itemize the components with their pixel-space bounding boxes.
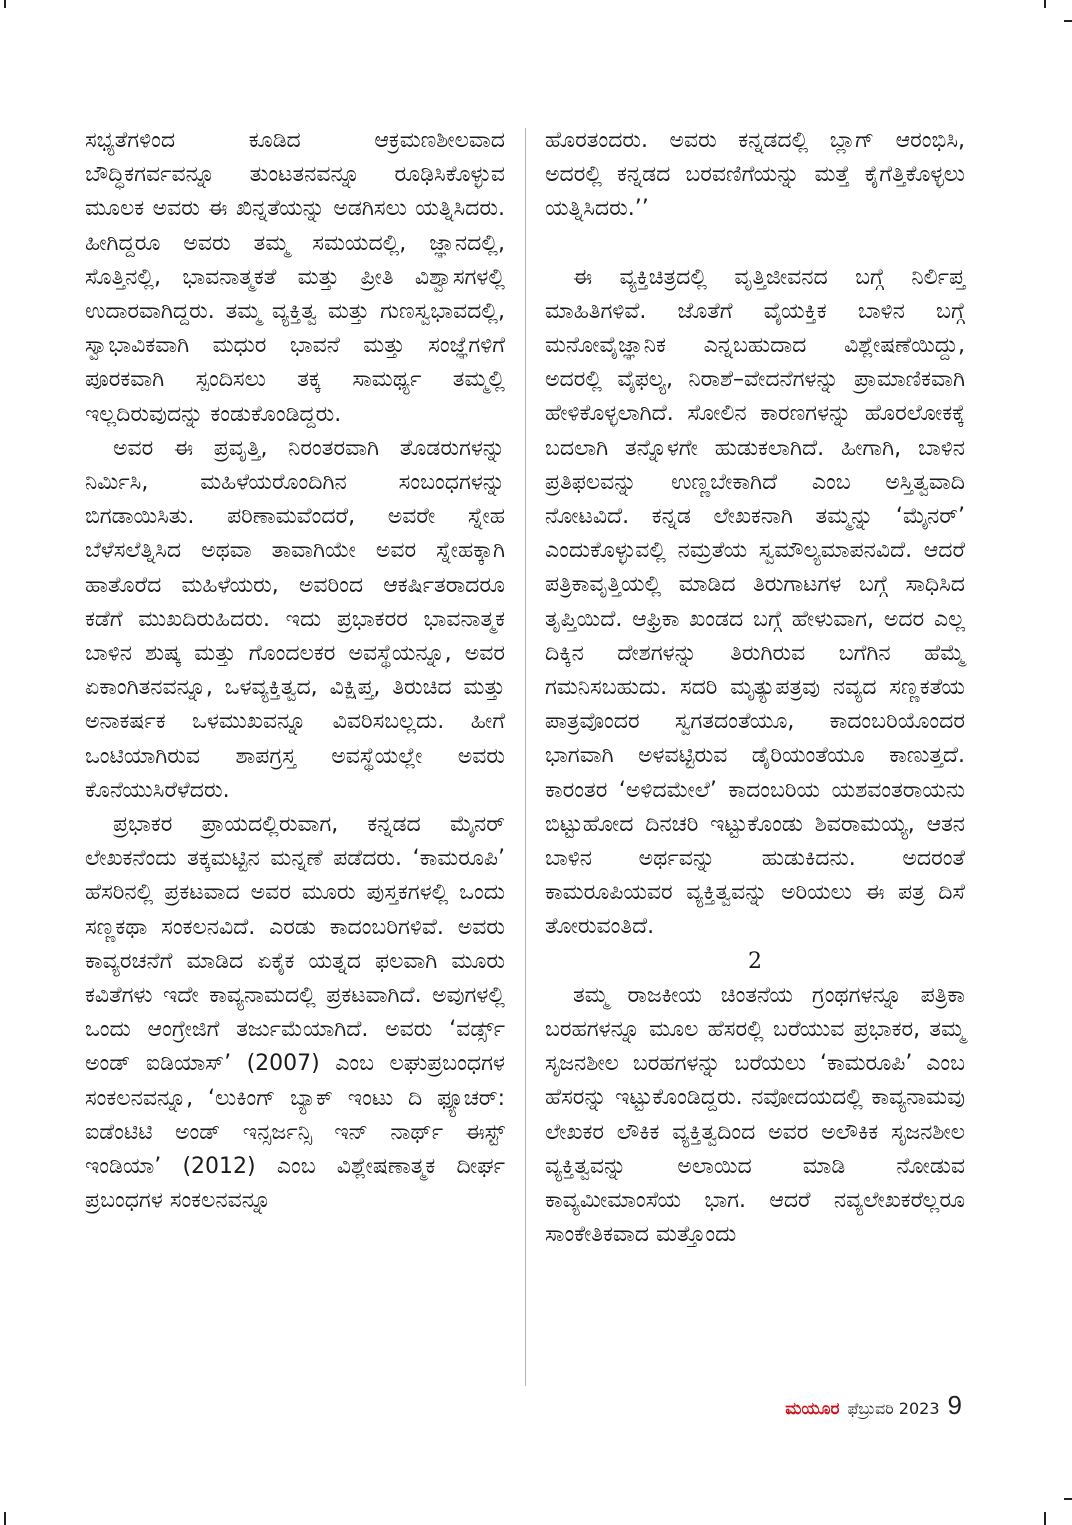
crop-mark-bottom-left xyxy=(4,1512,6,1525)
section-number: 2 xyxy=(748,948,762,974)
paragraph-gap xyxy=(545,227,965,261)
left-paragraph-1: ಸಭ್ಯತೆಗಳಿಂದ ಕೂಡಿದ ಆಕ್ರಮಣಶೀಲವಾದ ಬೌದ್ಧಿಕಗರ್ವವನ್ನೂ ತುಂಟತನವನ್ನೂ ರೂಢಿಸಿಕೊಳ್ಳುವ ಮೂಲಕ ಅವರು ಈ ಖಿನ್ನತೆಯನ್ನು ಅಡಗಿಸಲು ಯತ್ನಿಸಿದರು. ಹೀಗಿದ್ದರೂ ಅವರು ತಮ್ಮ ಸಮಯದಲ್ಲಿ, ಜ್ಞಾನದಲ್ಲಿ, ಸೊತ್ತಿನಲ್ಲಿ, ಭಾವನಾತ್ಮಕತೆ ಮತ್ತು ಪ್ರೀತಿ ವಿಶ್ವಾಸಗಳಲ್ಲಿ ಉದಾರವಾಗಿದ್ದರು. ತಮ್ಮ ವ್ಯಕ್ತಿತ್ವ ಮತ್ತು ಗುಣಸ್ವಭಾವದಲ್ಲಿ, ಸ್ವಾಭಾವಿಕವಾಗಿ ಮಧುರ ಭಾವನೆ ಮತ್ತು ಸಂಜ್ಞೆಗಳಿಗೆ ಪೂರಕವಾಗಿ ಸ್ಪಂದಿಸಲು ತಕ್ಕ ಸಾಮರ್ಥ್ಯ ತಮ್ಮಲ್ಲಿ ಇಲ್ಲದಿರುವುದನ್ನು ಕಂಡುಕೊಂಡಿದ್ದರು. xyxy=(85,128,505,427)
crop-mark-top-left xyxy=(4,0,6,8)
crop-mark-top-right-h xyxy=(1064,20,1072,22)
right-paragraph-1: ಹೊರತಂದರು. ಅವರು ಕನ್ನಡದಲ್ಲಿ ಬ್ಲಾಗ್ ಆರಂಭಿಸಿ, ಅದರಲ್ಲಿ ಕನ್ನಡದ ಬರವಣಿಗೆಯನ್ನು ಮತ್ತೆ ಕೈಗೆತ್ತಿಕೊಳ್ಳಲು ಯತ್ನಿಸಿದರು.’’ xyxy=(545,128,965,222)
page-number: 9 xyxy=(947,1390,962,1420)
left-paragraph-3: ಪ್ರಭಾಕರ ಪ್ರಾಯದಲ್ಲಿರುವಾಗ, ಕನ್ನಡದ ಮೈನರ್ ಲೇಖಕನೆಂದು ತಕ್ಕಮಟ್ಟಿನ ಮನ್ನಣೆ ಪಡೆದರು. ‘ಕಾಮರೂಪಿ’ ಹೆಸರಿನಲ್ಲಿ ಪ್ರಕಟವಾದ ಅವರ ಮೂರು ಪುಸ್ತಕಗಳಲ್ಲಿ ಒಂದು ಸಣ್ಣಕಥಾ ಸಂಕಲನವಿದೆ. ಎರಡು ಕಾದಂಬರಿಗಳಿವೆ. ಅವರು ಕಾವ್ಯರಚನೆಗೆ ಮಾಡಿದ ಏಕೈಕ ಯತ್ನದ ಫಲವಾಗಿ ಮೂರು ಕವಿತೆಗಳು ಇದೇ ಕಾವ್ಯನಾಮದಲ್ಲಿ ಪ್ರಕಟವಾಗಿದೆ. ಅವುಗಳಲ್ಲಿ ಒಂದು ಆಂಗ್ರೇಜಿಗೆ ತರ್ಜುಮೆಯಾಗಿದೆ. ಅವರು ‘ವರ್ಡ್ಸ್ ಅಂಡ್ ಐಡಿಯಾಸ್’ (2007) ಎಂಬ ಲಘುಪ್ರಬಂಧಗಳ ಸಂಕಲನವನ್ನೂ, ‘ಲುಕಿಂಗ್ ಬ್ಯಾಕ್ ಇಂಟು ದಿ ಫ್ಯೂಚರ್: ಐಡೆಂಟಿಟಿ ಅಂಡ್ ಇನ್ಸರ್ಜನ್ಸಿ ಇನ್ ನಾರ್ಥ್ ಈಸ್ಟ್ ಇಂಡಿಯಾ’ (2012) ಎಂಬ ವಿಶ್ಲೇಷಣಾತ್ಮಕ ದೀರ್ಘ ಪ್ರಬಂಧಗಳ ಸಂಕಲನವನ್ನೂ xyxy=(85,812,505,1214)
crop-mark-bottom-right-h xyxy=(1064,1498,1072,1500)
crop-mark-top-right-v xyxy=(1044,0,1046,8)
left-paragraph-2: ಅವರ ಈ ಪ್ರವೃತ್ತಿ, ನಿರಂತರವಾಗಿ ತೊಡರುಗಳನ್ನು ನಿರ್ಮಿಸಿ, ಮಹಿಳೆಯರೊಂದಿಗಿನ ಸಂಬಂಧಗಳನ್ನು ಬಿಗಡಾಯಿಸಿತು. ಪರಿಣಾಮವೆಂದರೆ, ಅವರೇ ಸ್ನೇಹ ಬೆಳೆಸಲೆತ್ನಿಸಿದ ಅಥವಾ ತಾವಾಗಿಯೇ ಅವರ ಸ್ನೇಹಕ್ಕಾಗಿ ಹಾತೊರೆದ ಮಹಿಳೆಯರು, ಅವರಿಂದ ಆಕರ್ಷಿತರಾದರೂ ಕಡೆಗೆ ಮುಖದಿರುಹಿದರು. ಇದು ಪ್ರಭಾಕರರ ಭಾವನಾತ್ಮಕ ಬಾಳಿನ ಶುಷ್ಕ ಮತ್ತು ಗೊಂದಲಕರ ಅವಸ್ಥೆಯನ್ನೂ, ಅವರ ಏಕಾಂಗಿತನವನ್ನೂ, ಒಳವ್ಯಕ್ತಿತ್ವದ, ವಿಕ್ಷಿಪ್ತ, ತಿರುಚಿದ ಮತ್ತು ಅನಾಕರ್ಷಕ ಒಳಮುಖವನ್ನೂ ವಿವರಿಸಬಲ್ಲದು. ಹೀಗೆ ಒಂಟಿಯಾಗಿರುವ ಶಾಪಗ್ರಸ್ತ ಅವಸ್ಥೆಯಲ್ಲೇ ಅವರು ಕೊನೆಯುಸಿರೆಳೆದರು. xyxy=(85,435,505,803)
column-divider xyxy=(525,128,526,1386)
right-paragraph-2: ಈ ವ್ಯಕ್ತಿಚಿತ್ರದಲ್ಲಿ ವೃತ್ತಿಜೀವನದ ಬಗ್ಗೆ ನಿರ್ಲಿಪ್ತ ಮಾಹಿತಿಗಳಿವೆ. ಜೊತೆಗೆ ವೈಯಕ್ತಿಕ ಬಾಳಿನ ಬಗ್ಗೆ ಮನೋವೈಜ್ಞಾನಿಕ ಎನ್ನಬಹುದಾದ ವಿಶ್ಲೇಷಣೆಯಿದ್ದು, ಅದರಲ್ಲಿ ವೈಫಲ್ಯ, ನಿರಾಶೆ–ವೇದನೆಗಳನ್ನು ಪ್ರಾಮಾಣಿಕವಾಗಿ ಹೇಳಿಕೊಳ್ಳಲಾಗಿದೆ. ಸೋಲಿನ ಕಾರಣಗಳನ್ನು ಹೊರಲೋಕಕ್ಕೆ ಬದಲಾಗಿ ತನ್ನೊಳಗೇ ಹುಡುಕಲಾಗಿದೆ. ಹೀಗಾಗಿ, ಬಾಳಿನ ಪ್ರತಿಫಲವನ್ನು ಉಣ್ಣಬೇಕಾಗಿದೆ ಎಂಬ ಅಸ್ತಿತ್ವವಾದಿ ನೋಟವಿದೆ. ಕನ್ನಡ ಲೇಖಕನಾಗಿ ತಮ್ಮನ್ನು ‘ಮೈನರ್’ ಎಂದುಕೊಳ್ಳುವಲ್ಲಿ ನಮ್ರತೆಯ ಸ್ವಮೌಲ್ಯಮಾಪನವಿದೆ. ಆದರೆ ಪತ್ರಿಕಾವೃತ್ತಿಯಲ್ಲಿ ಮಾಡಿದ ತಿರುಗಾಟಗಳ ಬಗ್ಗೆ ಸಾಧಿಸಿದ ತೃಪ್ತಿಯಿದೆ. ಆಫ್ರಿಕಾ ಖಂಡದ ಬಗ್ಗೆ ಹೇಳುವಾಗ, ಅದರ ಎಲ್ಲ ದಿಕ್ಕಿನ ದೇಶಗಳನ್ನು ತಿರುಗಿರುವ ಬಗೆಗಿನ ಹೆಮ್ಮೆ ಗಮನಿಸಬಹುದು. ಸದರಿ ಮೃತ್ಯುಪತ್ರವು ನವ್ಯದ ಸಣ್ಣಕತೆಯ ಪಾತ್ರವೊಂದರ ಸ್ವಗತದಂತೆಯೂ, ಕಾದಂಬರಿಯೊಂದರ ಭಾಗವಾಗಿ ಅಳವಟ್ಟಿರುವ ಡೈರಿಯಂತೆಯೂ ಕಾಣುತ್ತದೆ. ಕಾರಂತರ ‘ಅಳಿದಮೇಲೆ’ ಕಾದಂಬರಿಯ ಯಶವಂತರಾಯನು ಬಿಟ್ಟುಹೋದ ದಿನಚರಿ ಇಟ್ಟುಕೊಂಡು ಶಿವರಾಮಯ್ಯ, ಆತನ ಬಾಳಿನ ಅರ್ಥವನ್ನು ಹುಡುಕಿದನು. ಅದರಂತೆ ಕಾಮರೂಪಿಯವರ ವ್ಯಕ್ತಿತ್ವವನ್ನು ಅರಿಯಲು ಈ ಪತ್ರ ದಿಸೆ ತೋರುವಂತಿದೆ. xyxy=(545,264,965,940)
left-column xyxy=(85,124,505,1219)
right-paragraph-3: ತಮ್ಮ ರಾಜಕೀಯ ಚಿಂತನೆಯ ಗ್ರಂಥಗಳನ್ನೂ ಪತ್ರಿಕಾ ಬರಹಗಳನ್ನೂ ಮೂಲ ಹೆಸರಲ್ಲಿ ಬರೆಯುವ ಪ್ರಭಾಕರ, ತಮ್ಮ ಸೃಜನಶೀಲ ಬರಹಗಳನ್ನು ಬರೆಯಲು ‘ಕಾಮರೂಪಿ’ ಎಂಬ ಹೆಸರನ್ನು ಇಟ್ಟುಕೊಂಡಿದ್ದರು. ನವೋದಯದಲ್ಲಿ ಕಾವ್ಯನಾಮವು ಲೇಖಕರ ಲೌಕಿಕ ವ್ಯಕ್ತಿತ್ವದಿಂದ ಅವರ ಅಲೌಕಿಕ ಸೃಜನಶೀಲ ವ್ಯಕ್ತಿತ್ವವನ್ನು ಅಲಾಯಿದ ಮಾಡಿ ನೋಡುವ ಕಾವ್ಯಮೀಮಾಂಸೆಯ ಭಾಗ. ಆದರೆ ನವ್ಯಲೇಖಕರೆಲ್ಲರೂ ಸಾಂಕೇತಿಕವಾದ ಮತ್ತೊಂದು xyxy=(545,982,965,1248)
right-column xyxy=(545,124,965,1253)
magazine-logo: ಮಯೂರ xyxy=(785,1399,840,1419)
crop-mark-bottom-right-v xyxy=(1044,1512,1046,1525)
issue-date: ಫೆಬ್ರುವರಿ 2023 xyxy=(847,1399,940,1418)
page-footer xyxy=(785,1390,962,1421)
